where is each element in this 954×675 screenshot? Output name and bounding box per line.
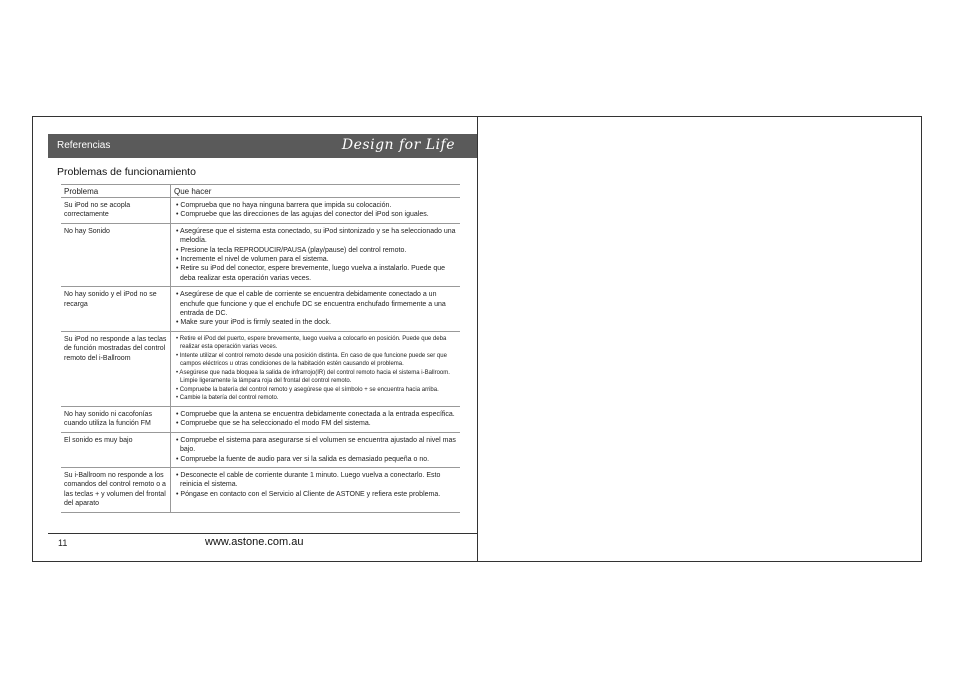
solution-item: • Compruebe que la antena se encuentra debidamente conectada a la entrada específica.	[176, 410, 455, 418]
solution-item: • Intente utilizar el control remoto desde una posición distinta. En caso de que funcione puede ser que campos eléctricos u otras condiciones de la habitación estén causando el problema.	[176, 352, 447, 368]
solution-cell	[171, 223, 461, 286]
solution-item: • Cambie la batería del control remoto.	[176, 395, 279, 402]
table-row	[61, 223, 460, 286]
solution-item: • Comprueba que no haya ninguna barrera que impida su colocación.	[176, 202, 392, 209]
troubleshooting-table	[61, 184, 460, 513]
solution-item: • Póngase en contacto con el Servicio al Cliente de ASTONE y refiera este problema.	[176, 490, 441, 498]
solution-item: • Compruebe la batería del control remoto y asegúrese que el símbolo + se encuentra hacia arriba.	[176, 386, 439, 393]
problem-cell: No hay sonido ni cacofonías cuando utiliza la función FM	[61, 406, 171, 432]
table-row	[61, 406, 460, 432]
footer-rule	[48, 533, 477, 534]
solution-item: • Desconecte el cable de corriente durante 1 minuto. Luego vuelva a conectarlo. Esto reinicia el sistema.	[176, 471, 441, 489]
solution-item: • Asegúrese de que el cable de corriente se encuentra debidamente conectado a un enchufe que funcione y que el enchufe DC se encuentra enchufado firmemente a una entrada de DC.	[176, 291, 446, 318]
problem-cell: No hay Sonido	[61, 223, 171, 286]
solution-item: • Retire su iPod del conector, espere brevemente, luego vuelva a instalarlo. Puede que deba realizar esta operación varias veces.	[176, 265, 446, 282]
table-row	[61, 432, 460, 467]
column-header-problem: Problema	[61, 185, 171, 198]
problem-cell: Su iPod no se acopla correctamente	[61, 198, 171, 224]
page-number: 11	[58, 538, 68, 548]
solution-cell	[171, 331, 461, 406]
problem-cell: Su iPod no responde a las teclas de función mostradas del control remoto del i-Ballroom	[61, 331, 171, 406]
table-header-row	[61, 185, 460, 198]
solution-item: • Presione la tecla REPRODUCIR/PAUSA (play/pause) del control remoto.	[176, 246, 407, 254]
solution-item: • Retire el iPod del puerto, espere brevemente, luego vuelva a colocarlo en posición. Puede que deba realizar esta operación varias veces.	[176, 335, 447, 351]
solution-item: • Compruebe la fuente de audio para ver si la salida es demasiado pequeña o no.	[176, 455, 430, 463]
page-divider	[477, 116, 478, 562]
header-bar	[48, 134, 477, 158]
section-title: Problemas de funcionamiento	[57, 166, 196, 178]
solution-item: • Asegúrese que el sistema esta conectado, su iPod sintonizado y se ha seleccionado una melodía.	[176, 227, 456, 245]
solution-item: • Compruebe el sistema para asegurarse si el volumen se encuentra ajustado al nivel mas bajo.	[176, 436, 456, 454]
header-title: Referencias	[57, 140, 111, 151]
solution-cell	[171, 467, 461, 512]
problem-cell: No hay sonido y el iPod no se recarga	[61, 287, 171, 332]
solution-cell	[171, 406, 461, 432]
solution-item: • Asegúrese que nada bloquea la salida de infrarrojo(IR) del control remoto hacia el sistema i-Ballroom. Limpie ligeramente la lámpara roja del frontal del control remoto.	[176, 369, 450, 385]
problem-cell: El sonido es muy bajo	[61, 432, 171, 467]
solution-cell	[171, 198, 461, 224]
solution-item: • Make sure your iPod is firmly seated in the dock.	[176, 319, 331, 327]
solution-cell	[171, 287, 461, 332]
brand-logo: Design for Life	[341, 137, 455, 153]
problem-cell: Su i-Ballroom no responde a los comandos del control remoto o a las teclas + y volumen del frontal del aparato	[61, 467, 171, 512]
table-row	[61, 198, 460, 224]
table-row	[61, 467, 460, 512]
solution-cell	[171, 432, 461, 467]
table-row	[61, 287, 460, 332]
column-header-solution: Que hacer	[171, 185, 461, 198]
table-row	[61, 331, 460, 406]
solution-item: • Incremente el nivel de volumen para el sistema.	[176, 256, 329, 264]
solution-item: • Compruebe que se ha seleccionado el modo FM del sistema.	[176, 420, 371, 428]
website-url: www.astone.com.au	[205, 536, 304, 548]
solution-item: • Compruebe que las direcciones de las agujas del conector del iPod son iguales.	[176, 211, 429, 219]
